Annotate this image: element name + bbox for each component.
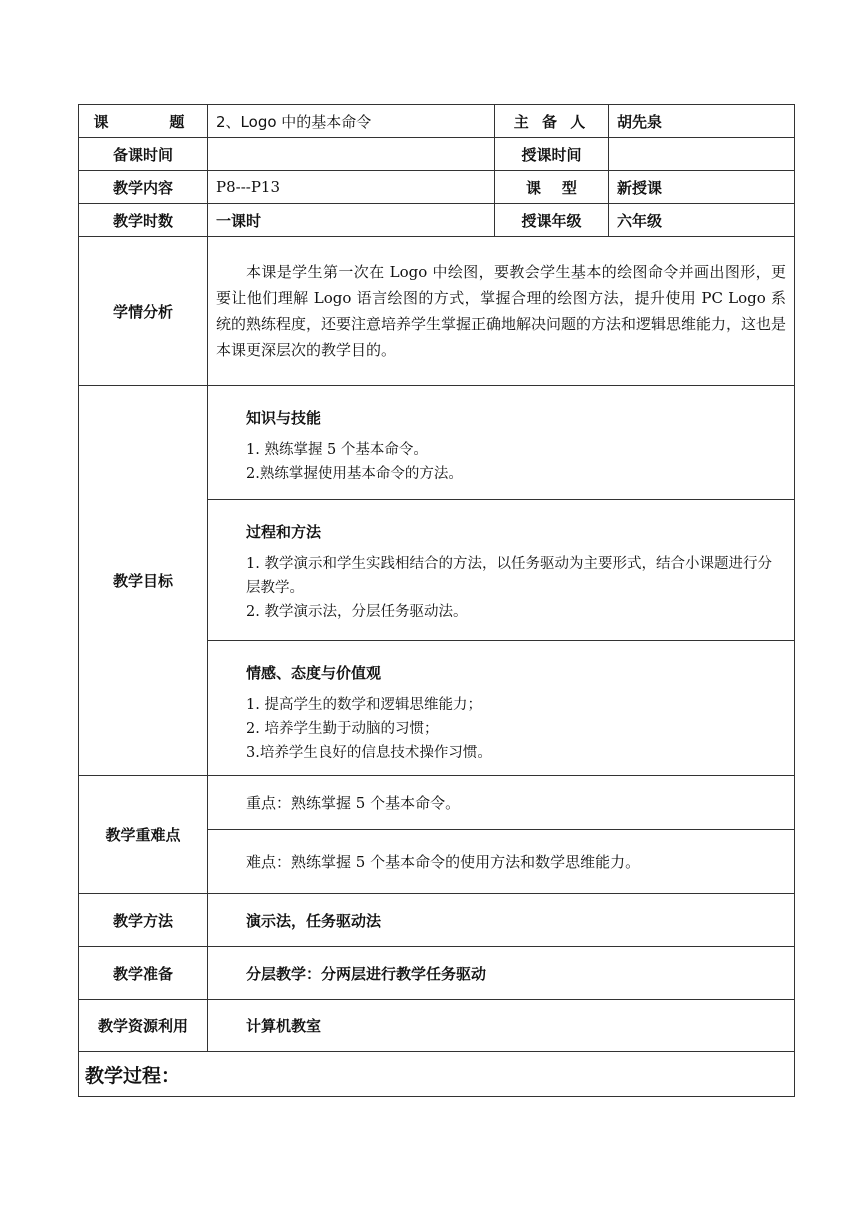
difficulty-text: 难点：熟练掌握 5 个基本命令的使用方法和数学思维能力。	[208, 830, 795, 894]
objective-process	[208, 500, 795, 641]
topic-label: 课 题	[79, 105, 208, 138]
resources-value: 计算机教室	[208, 1000, 795, 1052]
content-value: P8---P13	[208, 171, 495, 204]
objective-knowledge	[208, 386, 795, 500]
objective-emotion	[208, 641, 795, 776]
row-time	[79, 138, 795, 171]
key-point-text: 重点：熟练掌握 5 个基本命令。	[208, 776, 795, 830]
preparer-label: 主 备 人	[495, 105, 609, 138]
knowledge-heading: 知识与技能	[246, 409, 322, 427]
row-process-title	[79, 1052, 795, 1097]
row-content	[79, 171, 795, 204]
type-value: 新授课	[609, 171, 795, 204]
grade-value: 六年级	[609, 204, 795, 237]
preparation-label: 教学准备	[79, 947, 208, 1000]
emotion-heading: 情感、态度与价值观	[246, 664, 382, 682]
knowledge-item: 1. 熟练掌握 5 个基本命令。	[246, 442, 428, 458]
prep-time-value	[208, 138, 495, 171]
lesson-plan-table	[78, 104, 795, 1097]
topic-value: 2、Logo 中的基本命令	[208, 105, 495, 138]
analysis-label: 学情分析	[79, 237, 208, 386]
analysis-cell	[208, 237, 795, 386]
preparation-value: 分层教学：分两层进行教学任务驱动	[208, 947, 795, 1000]
objectives-label: 教学目标	[79, 386, 208, 776]
content-label: 教学内容	[79, 171, 208, 204]
hours-value: 一课时	[208, 204, 495, 237]
method-value: 演示法，任务驱动法	[208, 894, 795, 947]
knowledge-item: 2.熟练掌握使用基本命令的方法。	[246, 466, 463, 482]
resources-label: 教学资源利用	[79, 1000, 208, 1052]
method-label: 教学方法	[79, 894, 208, 947]
preparer-value: 胡先泉	[609, 105, 795, 138]
prep-time-label: 备课时间	[79, 138, 208, 171]
row-preparation	[79, 947, 795, 1000]
row-keypoint	[79, 776, 795, 830]
emotion-item: 3.培养学生良好的信息技术操作习惯。	[246, 745, 492, 761]
process-item: 2. 教学演示法，分层任务驱动法。	[246, 604, 468, 620]
hours-label: 教学时数	[79, 204, 208, 237]
emotion-item: 2. 培养学生勤于动脑的习惯；	[246, 721, 439, 737]
process-title: 教学过程：	[79, 1052, 795, 1097]
row-analysis	[79, 237, 795, 386]
teach-time-label: 授课时间	[495, 138, 609, 171]
emotion-item: 1. 提高学生的数学和逻辑思维能力；	[246, 697, 482, 713]
type-label: 课 型	[495, 171, 609, 204]
process-heading: 过程和方法	[246, 523, 322, 541]
row-topic	[79, 105, 795, 138]
row-resources	[79, 1000, 795, 1052]
analysis-text: 本课是学生第一次在 Logo 中绘图，要教会学生基本的绘图命令并画出图形，更要让他们理解 Logo 语言绘图的方式，掌握合理的绘图方法，提升使用 PC Logo 系统的熟练程度，还要注意培养学生掌握正确地解决问题的方法和逻辑思维能力，这也是本课更深层次的教学目的。	[216, 263, 787, 359]
process-item: 1. 教学演示和学生实践相结合的方法，以任务驱动为主要形式，结合小课题进行分层教学。	[246, 556, 772, 596]
keypoints-label: 教学重难点	[79, 776, 208, 894]
grade-label: 授课年级	[495, 204, 609, 237]
teach-time-value	[609, 138, 795, 171]
row-hours	[79, 204, 795, 237]
row-method	[79, 894, 795, 947]
row-objective-knowledge	[79, 386, 795, 500]
